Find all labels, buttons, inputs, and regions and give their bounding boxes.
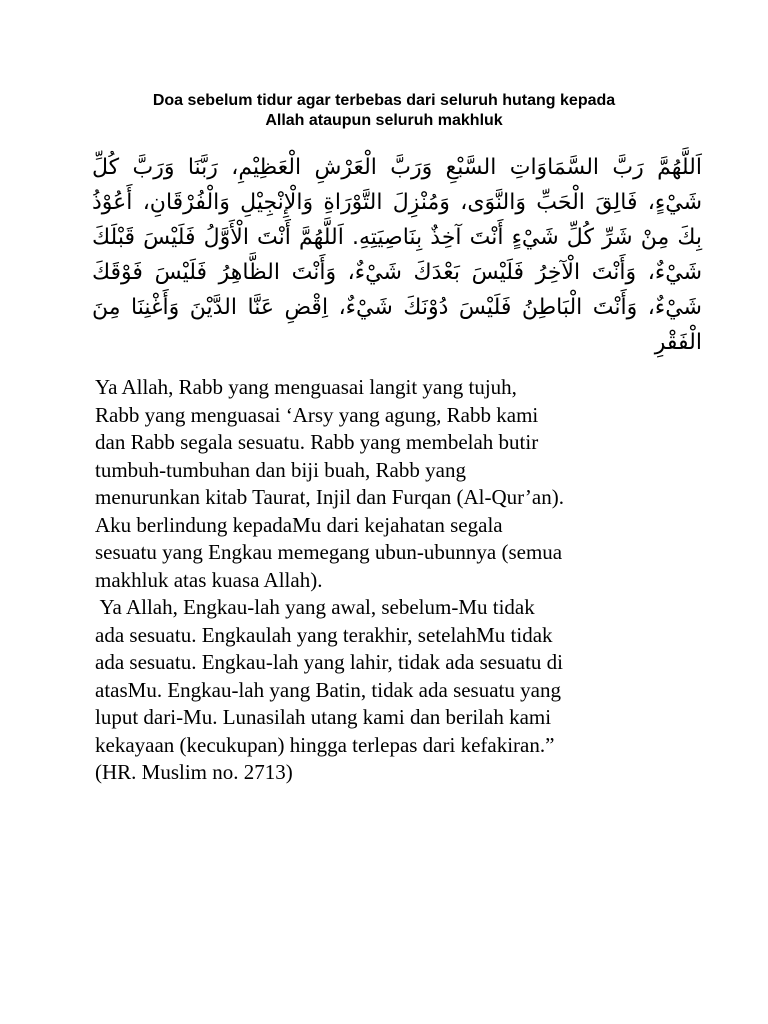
text-line: ada sesuatu. Engkau-lah yang lahir, tidak ada sesuatu di <box>95 650 564 674</box>
text-line: luput dari-Mu. Lunasilah utang kami dan berilah kami <box>95 705 552 729</box>
text-line: Rabb yang menguasai ‘Arsy yang agung, Rabb kami <box>95 402 539 427</box>
title-line: Doa sebelum tidur agar terbebas dari seluruh hutang kepada <box>152 92 616 109</box>
text-line: Ya Allah, Engkau-lah yang awal, sebelum-Mu tidak <box>95 595 535 619</box>
text-line: atasMu. Engkau-lah yang Batin, tidak ada sesuatu yang <box>95 677 561 702</box>
text-line: Ya Allah, Rabb yang menguasai langit yang tujuh, <box>95 375 517 399</box>
text-line: Aku berlindung kepadaMu dari kejahatan segala <box>95 512 503 537</box>
text-line: tumbuh-tumbuhan dan biji buah, Rabb yang <box>95 457 466 482</box>
text-line: makhluk atas kuasa Allah). <box>95 567 323 592</box>
citation: (HR. Muslim no. 2713) <box>95 760 293 784</box>
document-title <box>60 91 708 131</box>
text-line: ada sesuatu. Engkaulah yang terakhir, setelahMu tidak <box>95 622 553 647</box>
translation-paragraph <box>95 594 685 787</box>
arabic-prayer-text: اَللَّهُمَّ رَبَّ السَّمَاوَاتِ السَّبْعِ وَرَبَّ الْعَرْشِ الْعَظِيْمِ، رَبَّنَا وَرَبَّ كُلِّ شَيْءٍ، فَالِقَ الْحَبِّ وَالنَّوَى، وَمُنْزِلَ التَّوْرَاةِ وَالْإِنْجِيْلِ وَالْفُرْقَانِ، أَعُوْذُ بِكَ مِنْ شَرِّ كُلِّ شَيْءٍ أَنْتَ آخِذٌ بِنَاصِيَتِهِ. اَللَّهُمَّ أَنْتَ الْأَوَّلُ فَلَيْسَ قَبْلَكَ شَيْءٌ، وَأَنْتَ الْآخِرُ فَلَيْسَ بَعْدَكَ شَيْءٌ، وَأَنْتَ الظَّاهِرُ فَلَيْسَ فَوْقَكَ شَيْءٌ، وَأَنْتَ الْبَاطِنُ فَلَيْسَ دُوْنَكَ شَيْءٌ، اِقْضِ عَنَّا الدَّيْنَ وَأَغْنِنَا مِنَ الْفَقْرِ <box>92 155 702 355</box>
translation-paragraph <box>95 374 685 594</box>
translation-text <box>95 374 685 787</box>
text-line: menurunkan kitab Taurat, Injil dan Furqan (Al-Qur’an). <box>95 485 564 509</box>
text-line: sesuatu yang Engkau memegang ubun-ubunnya (semua <box>95 540 563 564</box>
text-line: kekayaan (kecukupan) hingga terlepas dari kefakiran.” <box>95 732 555 757</box>
text-line: dan Rabb segala sesuatu. Rabb yang membelah butir <box>95 430 539 454</box>
title-line: Allah ataupun seluruh makhluk <box>265 112 503 129</box>
